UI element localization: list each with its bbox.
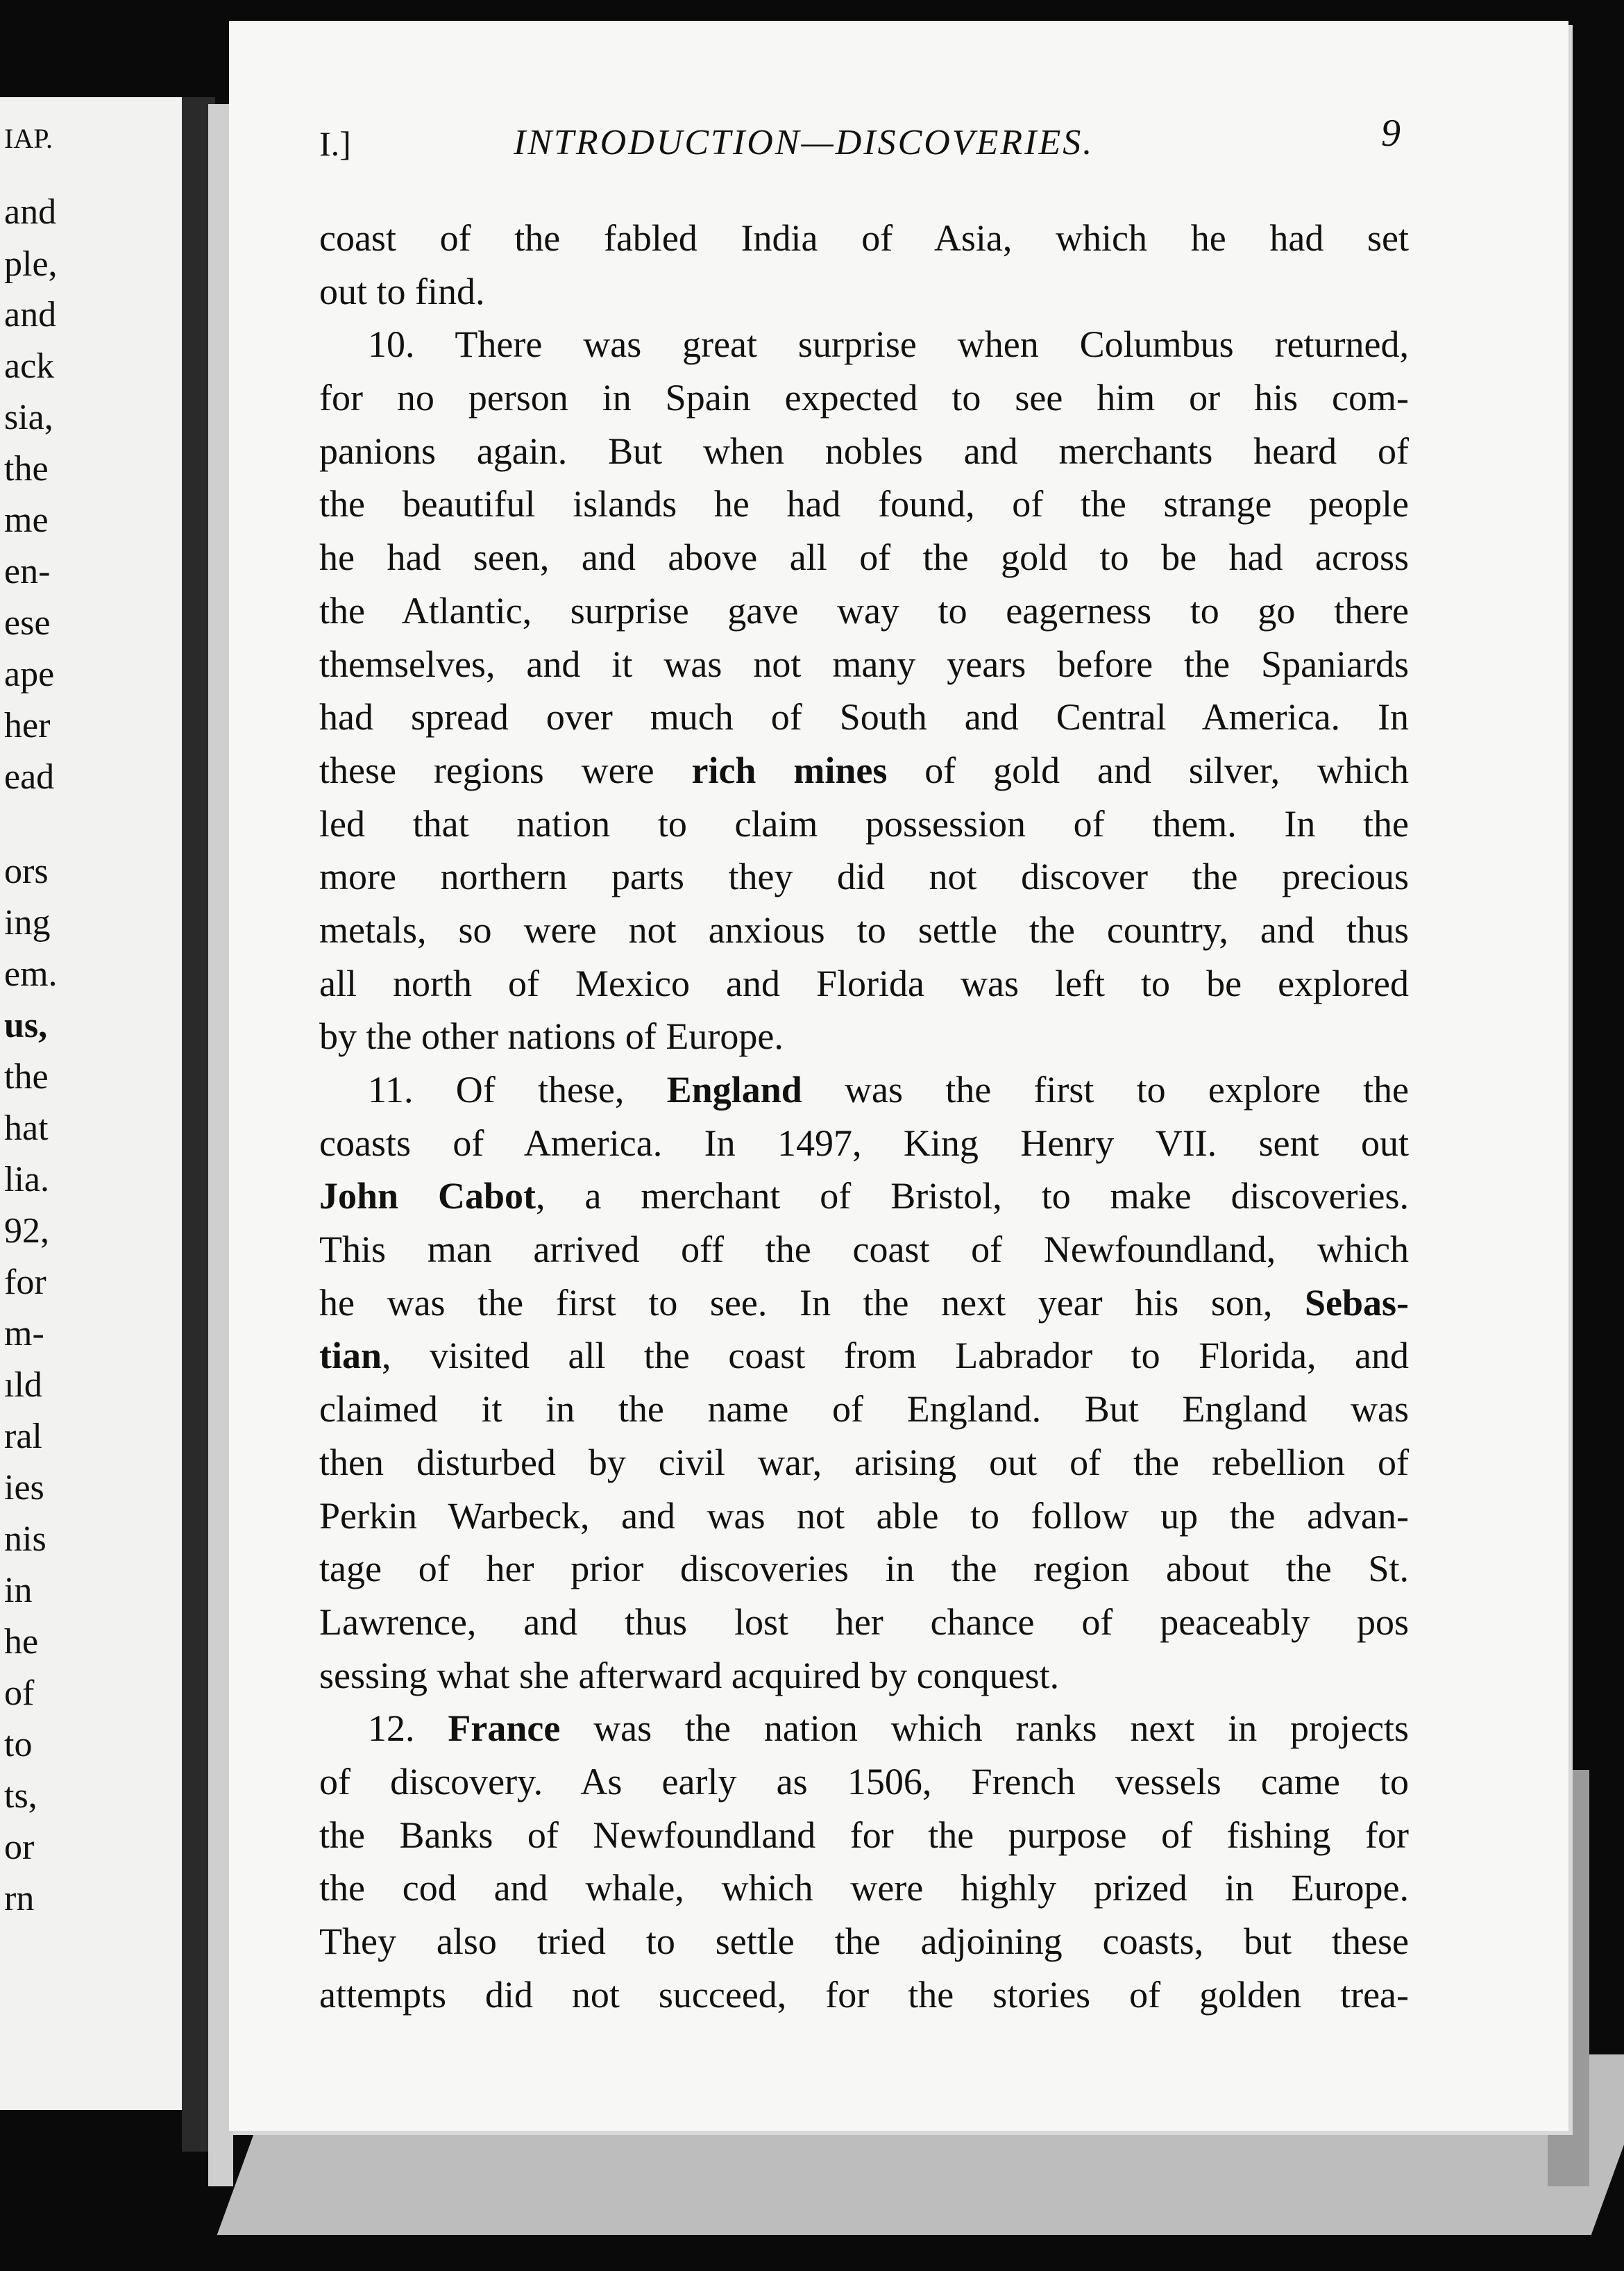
- text-line: 12. France was the nation which ranks next in projects: [368, 1707, 1409, 1750]
- text-line: sessing what she afterward acquired by conquest.: [319, 1654, 1060, 1696]
- text-line: by the other nations of Europe.: [319, 1015, 784, 1058]
- text-line: he had seen, and above all of the gold to be had across: [319, 537, 1409, 579]
- text-line: tian, visited all the coast from Labrador to Florida, and: [319, 1335, 1409, 1377]
- margin-fragment: m-: [4, 1314, 44, 1353]
- text-line: metals, so were not anxious to settle the country, and thus: [319, 909, 1409, 951]
- right-page: [229, 21, 1568, 2131]
- text-line: tage of her prior discoveries in the region about the St.: [319, 1548, 1409, 1590]
- text-line: attempts did not succeed, for the stories of golden trea-: [319, 1973, 1409, 2016]
- margin-fragment: ies: [4, 1468, 44, 1508]
- margin-fragment: in: [4, 1571, 33, 1610]
- text-line: 10. There was great surprise when Columbus returned,: [368, 323, 1409, 366]
- text-line: 11. Of these, England was the first to explore the: [368, 1069, 1409, 1111]
- text-line: Lawrence, and thus lost her chance of peaceably pos: [319, 1601, 1409, 1643]
- margin-fragment: en-: [4, 552, 51, 591]
- body-text: [319, 212, 1409, 2021]
- text-line: coasts of America. In 1497, King Henry VII. sent out: [319, 1122, 1409, 1164]
- text-line: all north of Mexico and Florida was left to be explored: [319, 962, 1409, 1004]
- left-page: [0, 97, 182, 2110]
- margin-fragment: ack: [4, 346, 55, 386]
- text-line: coast of the fabled India of Asia, which he had set: [319, 217, 1409, 259]
- margin-fragment: em.: [4, 954, 58, 994]
- margin-fragment: ple,: [4, 244, 58, 284]
- text-line: out to find.: [319, 270, 485, 312]
- margin-fragment: 92,: [4, 1211, 49, 1251]
- margin-fragment: ıld: [4, 1365, 42, 1405]
- margin-fragment: ral: [4, 1417, 42, 1456]
- margin-fragment: us,: [4, 1006, 48, 1045]
- text-line: the Banks of Newfoundland for the purpose of fishing for: [319, 1814, 1409, 1856]
- margin-fragment: lia.: [4, 1160, 49, 1199]
- margin-fragment: hat: [4, 1108, 49, 1148]
- margin-fragment: and: [4, 192, 57, 232]
- text-line: claimed it in the name of England. But England was: [319, 1388, 1409, 1430]
- text-line: more northern parts they did not discover the precious: [319, 856, 1409, 898]
- margin-fragment: ead: [4, 757, 55, 797]
- margin-fragment: ape: [4, 655, 55, 694]
- margin-fragment: for: [4, 1263, 46, 1302]
- text-line: of discovery. As early as 1506, French vessels came to: [319, 1760, 1409, 1803]
- margin-fragment: her: [4, 706, 51, 745]
- margin-fragment: of: [4, 1673, 35, 1713]
- text-line: They also tried to settle the adjoining coasts, but these: [319, 1920, 1409, 1962]
- margin-fragment: sia,: [4, 398, 53, 437]
- text-line: had spread over much of South and Central America. In: [319, 696, 1409, 738]
- chapter-marker: I.]: [319, 124, 351, 163]
- margin-fragment: IAP.: [4, 123, 53, 154]
- text-line: led that nation to claim possession of them. In the: [319, 802, 1409, 845]
- margin-fragment: ese: [4, 603, 51, 643]
- text-line: John Cabot, a merchant of Bristol, to make discoveries.: [319, 1175, 1410, 1217]
- margin-fragment: he: [4, 1622, 39, 1662]
- margin-fragment: rn: [4, 1879, 35, 1918]
- margin-fragment: or: [4, 1827, 35, 1867]
- text-line: themselves, and it was not many years before the Spaniards: [319, 643, 1409, 685]
- margin-fragment: the: [4, 1057, 49, 1097]
- text-line: the cod and whale, which were highly prized in Europe.: [319, 1867, 1409, 1909]
- margin-fragment: the: [4, 449, 49, 489]
- margin-fragment: ors: [4, 852, 49, 891]
- text-line: then disturbed by civil war, arising out of the rebellion of: [319, 1441, 1409, 1483]
- text-line: the Atlantic, surprise gave way to eagerness to go there: [319, 589, 1409, 632]
- text-line: the beautiful islands he had found, of the strange people: [319, 483, 1409, 525]
- text-line: these regions were rich mines of gold and silver, which: [319, 749, 1409, 791]
- margin-fragment: and: [4, 295, 57, 335]
- margin-fragment: ts,: [4, 1776, 37, 1816]
- margin-fragment: to: [4, 1725, 33, 1764]
- margin-fragment: me: [4, 500, 49, 540]
- margin-fragment: ing: [4, 903, 51, 943]
- text-line: Perkin Warbeck, and was not able to follow up the advan-: [319, 1494, 1409, 1537]
- margin-fragment: nis: [4, 1519, 46, 1559]
- text-line: panions again. But when nobles and merchants heard of: [319, 430, 1409, 472]
- text-line: This man arrived off the coast of Newfoundland, which: [319, 1229, 1409, 1271]
- running-header: [229, 111, 1568, 174]
- page-number: 9: [1381, 112, 1401, 155]
- text-line: for no person in Spain expected to see him or his com-: [319, 377, 1409, 419]
- running-title: INTRODUCTION—DISCOVERIES.: [514, 123, 1094, 162]
- text-line: he was the first to see. In the next year his son, Sebas-: [319, 1281, 1409, 1324]
